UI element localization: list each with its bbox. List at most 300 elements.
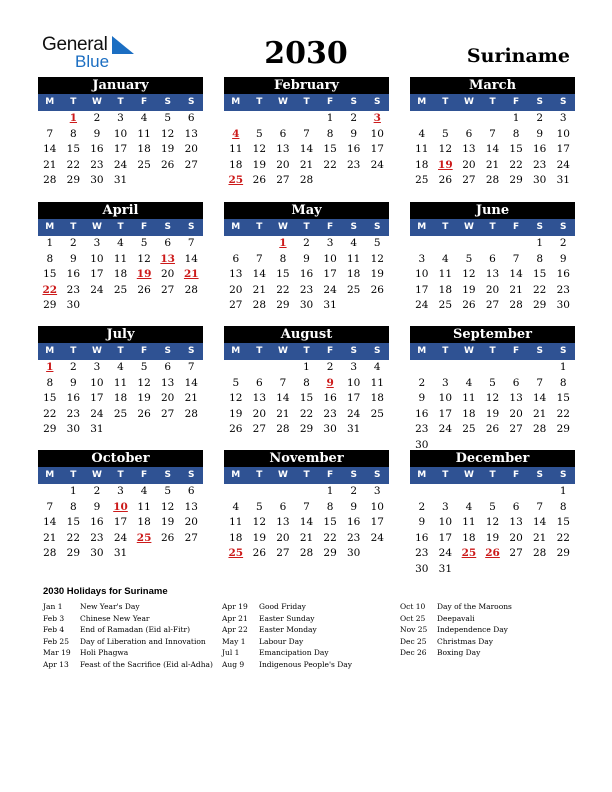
day-cell: 29 xyxy=(556,423,570,435)
day-cell xyxy=(481,562,505,578)
day-cell: 23 xyxy=(346,531,361,544)
week-row xyxy=(38,158,203,174)
weekday-header: S xyxy=(536,470,543,480)
weekday-header: S xyxy=(560,470,567,480)
day-cell xyxy=(109,298,133,314)
holiday-entry xyxy=(43,636,213,648)
weekday-header-row xyxy=(410,467,575,484)
day-cell: 18 xyxy=(462,531,476,544)
weekday-header: F xyxy=(141,346,148,356)
day-cell: 14 xyxy=(184,252,198,265)
day-cell: 22 xyxy=(66,158,81,171)
holiday-name: Holi Phagwa xyxy=(80,648,129,657)
day-cell: 20 xyxy=(184,143,198,155)
day-cell: 23 xyxy=(90,531,104,544)
day-cell: 7 xyxy=(46,127,54,140)
holiday-name: End of Ramadan (Eid al-Fitr) xyxy=(80,625,191,634)
week-row xyxy=(38,546,203,562)
week-row xyxy=(410,142,575,158)
day-cell xyxy=(434,236,458,252)
day-cell: 7 xyxy=(46,500,54,513)
day-cell: 21 xyxy=(532,407,547,420)
holiday-day-cell: 25 xyxy=(136,531,152,544)
day-cell: 3 xyxy=(442,376,449,389)
day-cell: 22 xyxy=(532,283,547,296)
day-cell: 10 xyxy=(90,376,104,389)
day-cell: 5 xyxy=(140,361,148,373)
day-cell: 7 xyxy=(279,376,287,389)
day-cell: 13 xyxy=(184,500,198,513)
week-row xyxy=(410,376,575,392)
day-cell: 11 xyxy=(113,252,128,265)
day-cell: 17 xyxy=(370,516,384,528)
day-cell xyxy=(457,484,481,500)
day-cell: 28 xyxy=(532,423,547,435)
week-row xyxy=(38,267,203,283)
day-cell: 11 xyxy=(462,516,476,528)
holiday-day-cell: 19 xyxy=(438,158,453,171)
day-cell: 9 xyxy=(536,127,544,140)
weekday-header: M xyxy=(231,470,241,480)
day-cell: 25 xyxy=(370,407,384,420)
day-cell: 8 xyxy=(512,127,520,140)
day-cell: 13 xyxy=(184,127,198,140)
day-cell: 6 xyxy=(187,485,195,497)
month-title: January xyxy=(38,77,203,94)
day-cell: 7 xyxy=(536,500,544,513)
day-cell: 1 xyxy=(303,361,310,373)
weekday-header-row xyxy=(224,94,389,111)
day-cell xyxy=(342,298,366,314)
day-cell: 17 xyxy=(113,143,128,155)
day-cell: 24 xyxy=(113,531,128,544)
day-cell xyxy=(271,360,295,376)
day-cell: 20 xyxy=(509,531,523,544)
day-cell: 24 xyxy=(370,158,384,171)
day-cell: 5 xyxy=(164,485,172,497)
day-cell xyxy=(365,546,389,562)
weekday-header: S xyxy=(164,470,171,480)
day-cell: 14 xyxy=(252,268,267,280)
weekday-header-row xyxy=(410,219,575,236)
weekday-header: T xyxy=(117,470,124,480)
weekday-header: F xyxy=(513,97,520,107)
day-cell: 31 xyxy=(346,423,361,435)
day-cell: 1 xyxy=(326,485,334,497)
holiday-entry xyxy=(43,613,213,625)
week-row xyxy=(224,267,389,283)
day-cell: 6 xyxy=(489,252,496,265)
weekday-header: W xyxy=(463,97,474,107)
week-row xyxy=(410,500,575,516)
weekday-header: F xyxy=(513,222,520,232)
day-cell: 9 xyxy=(70,252,77,265)
day-cell: 24 xyxy=(323,283,337,296)
holiday-date: Aug 9 xyxy=(222,659,245,669)
weekday-header: S xyxy=(164,346,171,356)
day-cell: 28 xyxy=(485,174,500,186)
weekday-header: T xyxy=(489,97,496,107)
month-august xyxy=(224,326,389,438)
week-row xyxy=(224,173,389,189)
day-cell: 5 xyxy=(442,127,449,140)
day-cell: 12 xyxy=(252,516,267,528)
holiday-name: Indigenous People's Day xyxy=(259,659,352,669)
day-cell xyxy=(179,546,203,562)
week-row xyxy=(38,127,203,143)
day-cell: 17 xyxy=(90,268,104,280)
weekday-header: F xyxy=(327,470,334,480)
day-cell xyxy=(156,298,180,314)
day-cell: 20 xyxy=(184,516,198,528)
day-cell: 11 xyxy=(415,143,429,155)
day-cell xyxy=(528,562,552,578)
day-cell: 15 xyxy=(276,268,290,280)
day-cell: 25 xyxy=(113,407,128,420)
weekday-header: M xyxy=(417,346,427,356)
day-cell: 23 xyxy=(323,407,337,420)
weekday-header: S xyxy=(350,222,357,232)
weekday-header: S xyxy=(188,97,195,107)
week-row xyxy=(410,531,575,547)
day-cell: 26 xyxy=(438,174,453,186)
holiday-name: Boxing Day xyxy=(437,648,481,657)
day-cell: 13 xyxy=(252,392,267,404)
day-cell: 23 xyxy=(532,158,547,171)
holiday-name: Christmas Day xyxy=(437,636,493,646)
weekday-header: T xyxy=(117,346,124,356)
day-cell: 1 xyxy=(326,112,334,124)
day-cell: 11 xyxy=(370,376,384,389)
weekday-header: S xyxy=(164,97,171,107)
day-cell: 18 xyxy=(113,392,128,404)
day-cell xyxy=(295,484,319,500)
day-cell: 18 xyxy=(137,516,151,528)
month-title: December xyxy=(410,450,575,467)
week-row xyxy=(224,391,389,407)
week-row xyxy=(224,111,389,127)
weekday-header: M xyxy=(45,97,55,107)
day-cell: 15 xyxy=(43,392,57,404)
day-cell: 2 xyxy=(326,361,334,373)
weekday-header: F xyxy=(327,222,334,232)
day-cell: 5 xyxy=(140,237,148,249)
day-cell: 2 xyxy=(70,237,77,249)
week-row xyxy=(38,484,203,500)
day-cell: 12 xyxy=(252,143,267,155)
day-cell: 12 xyxy=(160,500,175,513)
day-cell: 20 xyxy=(160,392,175,404)
holiday-entry xyxy=(400,636,512,648)
day-cell: 15 xyxy=(299,392,314,404)
day-cell: 13 xyxy=(160,376,175,389)
weekday-header: M xyxy=(417,470,427,480)
day-cell: 16 xyxy=(66,392,81,404)
day-cell: 3 xyxy=(442,500,449,513)
day-cell: 14 xyxy=(532,516,547,528)
day-cell: 20 xyxy=(160,268,175,280)
day-cell xyxy=(224,111,248,127)
day-cell xyxy=(457,236,481,252)
day-cell: 2 xyxy=(350,112,358,124)
day-cell: 12 xyxy=(160,127,175,140)
week-row xyxy=(38,531,203,547)
day-cell: 25 xyxy=(415,174,429,186)
day-cell: 8 xyxy=(46,252,54,265)
day-cell: 11 xyxy=(137,127,151,140)
weekday-header: M xyxy=(231,97,241,107)
week-row xyxy=(224,546,389,562)
day-cell: 4 xyxy=(418,127,426,140)
month-december xyxy=(410,450,575,577)
weekday-header: W xyxy=(91,346,102,356)
day-cell: 12 xyxy=(370,252,384,265)
month-title: July xyxy=(38,326,203,343)
day-cell: 16 xyxy=(346,516,361,528)
day-cell xyxy=(365,298,389,314)
day-cell xyxy=(528,484,552,500)
weekday-header: F xyxy=(327,97,334,107)
day-cell: 17 xyxy=(415,283,429,296)
holiday-day-cell: 25 xyxy=(228,174,244,186)
day-cell: 15 xyxy=(509,143,523,155)
day-cell: 19 xyxy=(252,158,267,171)
day-cell: 24 xyxy=(113,158,128,171)
day-cell: 13 xyxy=(462,143,476,155)
day-cell: 26 xyxy=(252,547,267,559)
weekday-header-row xyxy=(224,219,389,236)
day-cell: 21 xyxy=(299,531,314,544)
day-cell: 10 xyxy=(323,252,337,265)
week-row xyxy=(224,360,389,376)
day-cell: 21 xyxy=(276,407,290,420)
weekday-header: T xyxy=(442,470,449,480)
day-cell: 8 xyxy=(536,252,544,265)
day-cell: 17 xyxy=(113,516,128,528)
weekday-header: T xyxy=(117,97,124,107)
day-cell: 13 xyxy=(485,268,500,280)
day-cell: 2 xyxy=(93,112,101,124)
day-cell: 26 xyxy=(160,531,175,544)
day-cell xyxy=(481,360,505,376)
day-cell: 2 xyxy=(559,237,567,249)
weekday-header: M xyxy=(417,97,427,107)
day-cell: 28 xyxy=(252,299,267,311)
day-cell: 15 xyxy=(556,516,570,528)
day-cell xyxy=(410,360,434,376)
day-cell: 12 xyxy=(438,143,453,155)
month-may xyxy=(224,202,389,314)
day-cell: 18 xyxy=(462,407,476,420)
day-cell xyxy=(504,236,528,252)
weekday-header: S xyxy=(374,97,381,107)
day-cell: 30 xyxy=(415,562,429,575)
day-cell xyxy=(156,173,180,189)
day-cell: 29 xyxy=(556,547,570,559)
day-cell: 4 xyxy=(465,500,473,513)
day-cell: 14 xyxy=(43,143,57,155)
weekday-header: F xyxy=(513,346,520,356)
day-cell xyxy=(179,298,203,314)
day-cell: 17 xyxy=(438,531,453,544)
day-cell: 20 xyxy=(276,158,290,171)
holiday-day-cell: 1 xyxy=(69,112,78,124)
weekday-header: T xyxy=(256,222,263,232)
day-cell: 29 xyxy=(43,423,57,435)
weekday-header: W xyxy=(277,97,288,107)
day-cell: 15 xyxy=(66,516,81,528)
day-cell: 15 xyxy=(323,143,337,155)
day-cell: 22 xyxy=(323,531,337,544)
day-cell: 19 xyxy=(485,407,500,420)
week-row xyxy=(224,484,389,500)
holiday-entry xyxy=(222,601,352,613)
day-cell: 8 xyxy=(303,376,310,389)
day-cell: 11 xyxy=(462,392,476,404)
day-cell: 15 xyxy=(66,143,81,155)
day-cell: 27 xyxy=(462,174,476,186)
day-cell: 26 xyxy=(160,158,175,171)
day-cell: 12 xyxy=(462,268,476,280)
weekday-header: S xyxy=(350,470,357,480)
week-row xyxy=(410,298,575,314)
weekday-header: T xyxy=(256,470,263,480)
day-cell: 1 xyxy=(536,237,544,249)
weekday-header: S xyxy=(188,222,195,232)
day-cell: 9 xyxy=(93,127,101,140)
day-cell: 29 xyxy=(66,547,81,559)
week-row xyxy=(38,407,203,423)
day-cell xyxy=(179,173,203,189)
day-cell: 29 xyxy=(43,299,57,311)
week-row xyxy=(410,546,575,562)
day-cell xyxy=(224,484,248,500)
day-cell: 3 xyxy=(93,237,101,249)
day-cell: 18 xyxy=(438,283,453,296)
day-cell: 9 xyxy=(93,500,101,513)
holiday-entry xyxy=(400,601,512,613)
day-cell: 1 xyxy=(512,112,520,124)
day-cell xyxy=(248,484,272,500)
month-june xyxy=(410,202,575,314)
day-cell: 4 xyxy=(465,376,473,389)
day-cell xyxy=(85,298,109,314)
week-row xyxy=(38,252,203,268)
week-row xyxy=(224,422,389,438)
week-row xyxy=(224,142,389,158)
weekday-header: S xyxy=(560,97,567,107)
day-cell: 10 xyxy=(415,268,429,280)
day-cell: 17 xyxy=(438,407,453,420)
week-row xyxy=(224,283,389,299)
day-cell: 22 xyxy=(509,158,523,171)
day-cell: 11 xyxy=(113,376,128,389)
day-cell: 23 xyxy=(66,407,81,420)
day-cell: 17 xyxy=(370,143,384,155)
day-cell: 23 xyxy=(346,158,361,171)
week-row xyxy=(410,562,575,578)
week-row xyxy=(410,111,575,127)
day-cell xyxy=(179,422,203,438)
day-cell: 2 xyxy=(418,500,426,513)
week-row xyxy=(224,376,389,392)
day-cell: 24 xyxy=(346,407,361,420)
day-cell: 3 xyxy=(326,237,334,249)
day-cell: 27 xyxy=(276,174,290,186)
day-cell: 29 xyxy=(532,299,547,311)
month-april xyxy=(38,202,203,314)
day-cell: 3 xyxy=(350,361,358,373)
holiday-entry xyxy=(222,624,352,636)
day-cell: 27 xyxy=(252,423,267,435)
day-cell xyxy=(224,236,248,252)
day-cell: 8 xyxy=(46,376,54,389)
day-cell: 27 xyxy=(485,299,500,311)
day-cell: 24 xyxy=(90,407,104,420)
day-cell: 25 xyxy=(438,299,453,311)
day-cell: 10 xyxy=(438,392,453,404)
day-cell: 9 xyxy=(418,392,426,404)
day-cell: 1 xyxy=(559,485,567,497)
day-cell: 12 xyxy=(137,376,151,389)
day-cell: 30 xyxy=(66,299,81,311)
weekday-header: W xyxy=(463,346,474,356)
holiday-date: Jan 1 xyxy=(43,602,63,611)
holiday-name: Emancipation Day xyxy=(259,648,329,657)
day-cell: 1 xyxy=(46,237,54,249)
week-row xyxy=(38,283,203,299)
weekday-header: T xyxy=(442,97,449,107)
day-cell: 5 xyxy=(489,500,496,513)
day-cell xyxy=(271,111,295,127)
day-cell: 19 xyxy=(370,268,384,280)
day-cell: 9 xyxy=(350,127,358,140)
month-march xyxy=(410,77,575,189)
day-cell: 4 xyxy=(117,237,124,249)
day-cell: 22 xyxy=(43,407,57,420)
holiday-entry xyxy=(43,601,213,613)
day-cell: 8 xyxy=(70,500,77,513)
holiday-name: Independence Day xyxy=(437,625,508,634)
holiday-entry xyxy=(400,647,512,659)
day-cell xyxy=(481,484,505,500)
day-cell: 21 xyxy=(532,531,547,544)
day-cell: 9 xyxy=(559,252,567,265)
day-cell: 5 xyxy=(465,252,473,265)
day-cell: 28 xyxy=(43,547,57,559)
weekday-header: T xyxy=(70,97,77,107)
holiday-name: New Year's Day xyxy=(80,602,140,611)
week-row xyxy=(410,391,575,407)
weekday-header: S xyxy=(374,346,381,356)
day-cell: 6 xyxy=(232,252,240,265)
holiday-entry xyxy=(222,613,352,625)
month-title: March xyxy=(410,77,575,94)
holidays-title: 2030 Holidays for Suriname xyxy=(43,586,168,597)
weekday-header: S xyxy=(374,222,381,232)
day-cell xyxy=(38,484,62,500)
day-cell: 8 xyxy=(70,127,77,140)
day-cell: 6 xyxy=(512,376,520,389)
weekday-header: T xyxy=(256,346,263,356)
day-cell: 3 xyxy=(559,112,567,124)
day-cell: 17 xyxy=(90,392,104,404)
holiday-name: Labour Day xyxy=(259,636,304,646)
month-september xyxy=(410,326,575,453)
day-cell: 8 xyxy=(326,500,334,513)
day-cell: 30 xyxy=(323,423,337,435)
day-cell: 31 xyxy=(113,547,128,559)
